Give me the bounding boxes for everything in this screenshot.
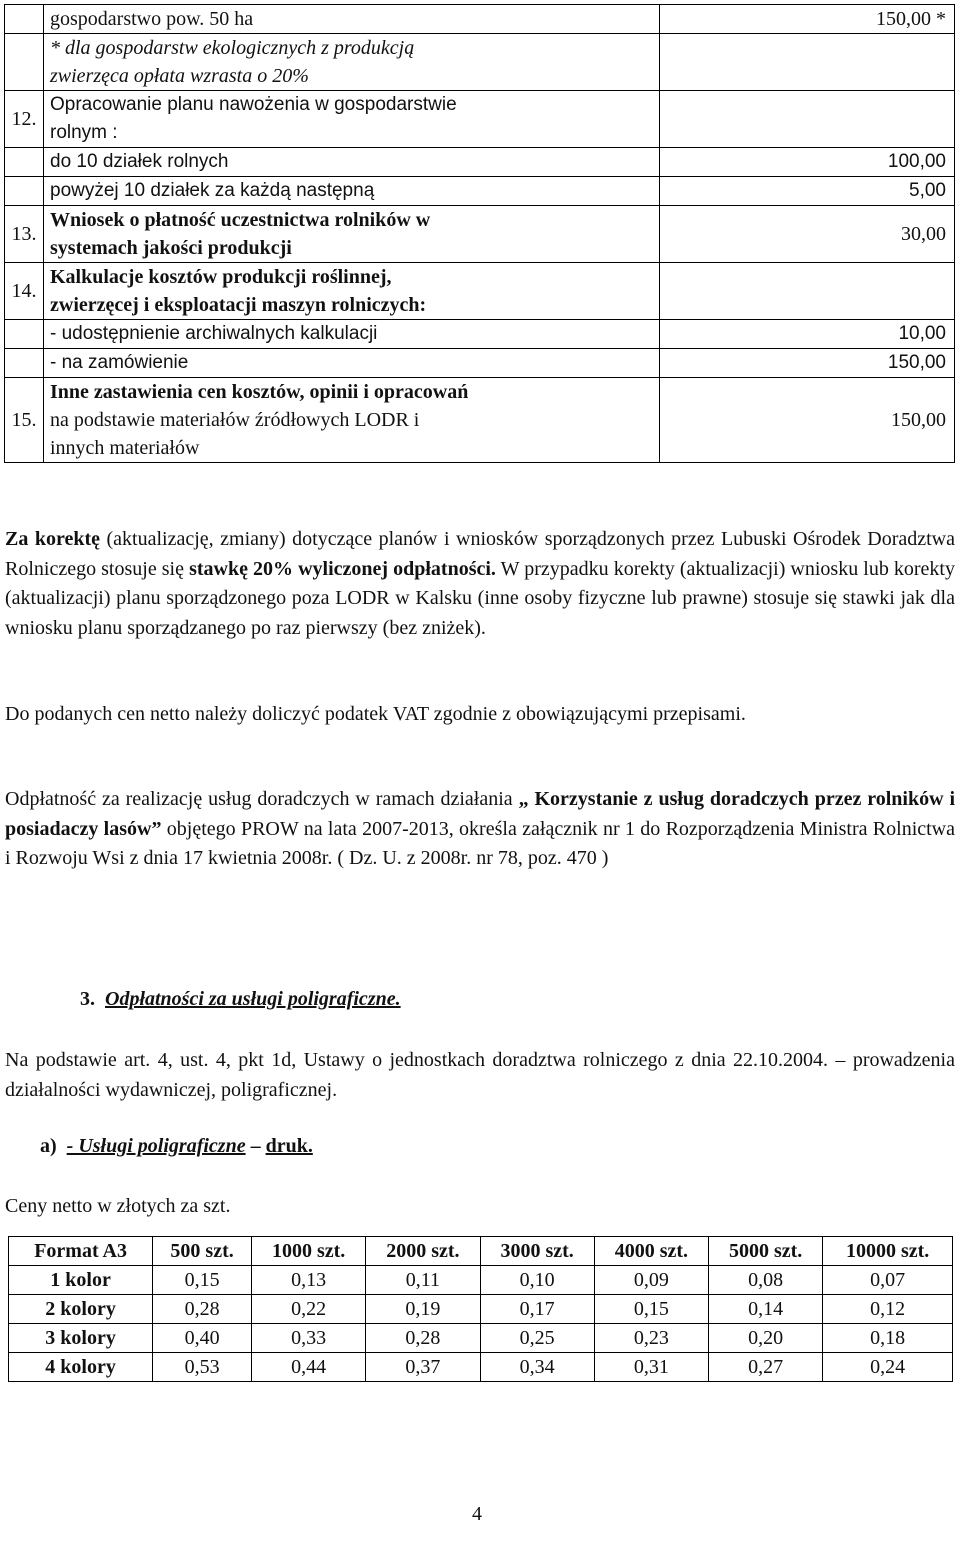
header-cell: 1000 szt. (252, 1237, 366, 1266)
bold-phrase: Za korektę (5, 528, 101, 550)
row-label: - na zamówienie (44, 349, 660, 378)
row-label (44, 206, 660, 263)
row-number: 15. (5, 378, 44, 463)
text-span: objętego PROW na lata 2007-2013, określa załącznik nr 1 do Rozporządzenia Ministra Rolnictwa i Rozwoju Wsi z dnia 17 kwietnia 2008r. ( Dz. U. z 2008r. nr 78, poz. 470 ) (5, 817, 956, 869)
row-number: 13. (5, 206, 44, 263)
table-cell: 0,14 (709, 1295, 823, 1324)
row-label: - udostępnienie archiwalnych kalkulacji (44, 320, 660, 349)
row-number (5, 148, 44, 177)
table-row (5, 5, 955, 34)
label-line-1: Opracowanie planu nawożenia w gospodarstwie (50, 94, 457, 115)
table-cell: 0,18 (823, 1324, 953, 1353)
row-label (44, 263, 660, 320)
row-number: 12. (5, 91, 44, 148)
section-title: Odpłatności za usługi poligraficzne. (105, 988, 401, 1010)
table-cell: 0,10 (480, 1266, 594, 1295)
table-row (5, 206, 955, 263)
table-row (5, 148, 955, 177)
table-cell: 0,11 (366, 1266, 480, 1295)
row-label (44, 34, 660, 91)
header-cell: 2000 szt. (366, 1237, 480, 1266)
table-cell: 0,13 (252, 1266, 366, 1295)
label-line-3: innych materiałów (50, 437, 200, 459)
table-cell: 0,15 (153, 1266, 252, 1295)
bold-phrase: stawkę 20% wyliczonej odpłatności. (189, 557, 496, 580)
table-cell: 0,23 (594, 1324, 708, 1353)
table-cell: 0,34 (480, 1353, 594, 1382)
table-cell: 0,20 (709, 1324, 823, 1353)
label-line-2: zwierzęcej i eksploatacji maszyn rolniczych: (50, 294, 427, 316)
table-row (5, 263, 955, 320)
row-price: 5,00 (660, 177, 955, 206)
note-line-1: * dla gospodarstw ekologicznych z produkcją (50, 37, 415, 59)
text-span: (aktualizację, zmiany) dotyczące planów i wniosków sporządzonych przez Lubuski Ośrodek Doradztwa Rolniczego stosuje się (5, 528, 956, 580)
subsection-heading (40, 1135, 313, 1158)
table-row (5, 177, 955, 206)
header-cell: 500 szt. (153, 1237, 252, 1266)
subsection-title: - Usługi poligraficzne (66, 1135, 246, 1157)
subsection-dash: – (245, 1135, 266, 1157)
row-number (5, 34, 44, 91)
row-price: 10,00 (660, 320, 955, 349)
subsection-letter: a) (40, 1135, 57, 1157)
row-price: 100,00 (660, 148, 955, 177)
text-span: W przypadku korekty (aktualizacji) wniosku lub korekty (aktualizacji) planu sporządzonego poza LODR w Kalsku (inne osoby fizyczne lub prawne) stosuje się stawki jak dla wniosku planu sporządzanego po raz pierwszy (bez zniżek). (5, 557, 955, 639)
row-number (5, 177, 44, 206)
table-cell: 0,44 (252, 1353, 366, 1382)
table-row (9, 1353, 953, 1382)
row-price (660, 263, 955, 320)
table-cell: 0,25 (480, 1324, 594, 1353)
row-header-cell: 1 kolor (9, 1266, 153, 1295)
table-cell: 0,15 (594, 1295, 708, 1324)
table-header-row (9, 1237, 953, 1266)
unit-note: Ceny netto w złotych za szt. (5, 1195, 231, 1217)
legal-basis-paragraph: Na podstawie art. 4, ust. 4, pkt 1d, Ustawy o jednostkach doradztwa rolniczego z dnia 22.10.2004. – prowadzenia działalności wydawniczej, poligraficznej. (5, 1049, 955, 1101)
row-number (5, 5, 44, 34)
label-line-1: Inne zastawienia cen kosztów, opinii i opracowań (50, 381, 469, 403)
row-price (660, 91, 955, 148)
printing-price-table (8, 1236, 953, 1382)
table-row (5, 349, 955, 378)
table-cell: 0,28 (366, 1324, 480, 1353)
row-price: 150,00 (660, 378, 955, 463)
table-row (5, 34, 955, 91)
table-row (5, 91, 955, 148)
label-line-2: systemach jakości produkcji (50, 237, 292, 259)
table-cell: 0,12 (823, 1295, 953, 1324)
row-header-cell: 2 kolory (9, 1295, 153, 1324)
table-cell: 0,24 (823, 1353, 953, 1382)
table-cell: 0,31 (594, 1353, 708, 1382)
table-cell: 0,09 (594, 1266, 708, 1295)
row-header-cell: 4 kolory (9, 1353, 153, 1382)
page-number: 4 (472, 1503, 482, 1525)
table-cell: 0,19 (366, 1295, 480, 1324)
row-price: 150,00 (660, 349, 955, 378)
row-header-cell: 3 kolory (9, 1324, 153, 1353)
table-cell: 0,27 (709, 1353, 823, 1382)
table-row (9, 1266, 953, 1295)
row-price: 30,00 (660, 206, 955, 263)
row-label: gospodarstwo pow. 50 ha (44, 5, 660, 34)
table-row (9, 1324, 953, 1353)
table-row (5, 320, 955, 349)
row-label (44, 91, 660, 148)
table-row (5, 378, 955, 463)
vat-paragraph: Do podanych cen netto należy doliczyć podatek VAT zgodnie z obowiązującymi przepisami. (5, 703, 746, 725)
row-label (44, 378, 660, 463)
header-cell: 5000 szt. (709, 1237, 823, 1266)
table-cell: 0,33 (252, 1324, 366, 1353)
table-cell: 0,37 (366, 1353, 480, 1382)
text-span: Odpłatność za realizację usług doradczych w ramach działania (5, 788, 519, 810)
section-heading (80, 988, 401, 1011)
correction-paragraph (5, 525, 955, 643)
header-cell: 3000 szt. (480, 1237, 594, 1266)
row-number (5, 320, 44, 349)
row-price: 150,00 * (660, 5, 955, 34)
header-cell: 4000 szt. (594, 1237, 708, 1266)
table-cell: 0,07 (823, 1266, 953, 1295)
table-row (9, 1295, 953, 1324)
header-cell: Format A3 (9, 1237, 153, 1266)
label-line-1: Kalkulacje kosztów produkcji roślinnej, (50, 266, 392, 288)
table-cell: 0,28 (153, 1295, 252, 1324)
label-line-1: Wniosek o płatność uczestnictwa rolników w (50, 209, 431, 231)
row-number: 14. (5, 263, 44, 320)
header-cell: 10000 szt. (823, 1237, 953, 1266)
fees-table (4, 4, 955, 463)
label-line-2: rolnym : (50, 122, 118, 143)
table-cell: 0,22 (252, 1295, 366, 1324)
label-line-2: na podstawie materiałów źródłowych LODR i (50, 409, 420, 431)
row-label: do 10 działek rolnych (44, 148, 660, 177)
row-price (660, 34, 955, 91)
row-number (5, 349, 44, 378)
prow-paragraph (5, 785, 955, 874)
bold-phrase: „ Korzystanie z usług doradczych przez rolników i posiadaczy lasów” (5, 788, 955, 840)
table-cell: 0,40 (153, 1324, 252, 1353)
table-cell: 0,53 (153, 1353, 252, 1382)
note-line-2: zwierzęca opłata wzrasta o 20% (50, 65, 309, 87)
subsection-rest: druk. (265, 1135, 313, 1157)
row-label: powyżej 10 działek za każdą następną (44, 177, 660, 206)
table-cell: 0,08 (709, 1266, 823, 1295)
section-number: 3. (80, 988, 95, 1010)
table-cell: 0,17 (480, 1295, 594, 1324)
